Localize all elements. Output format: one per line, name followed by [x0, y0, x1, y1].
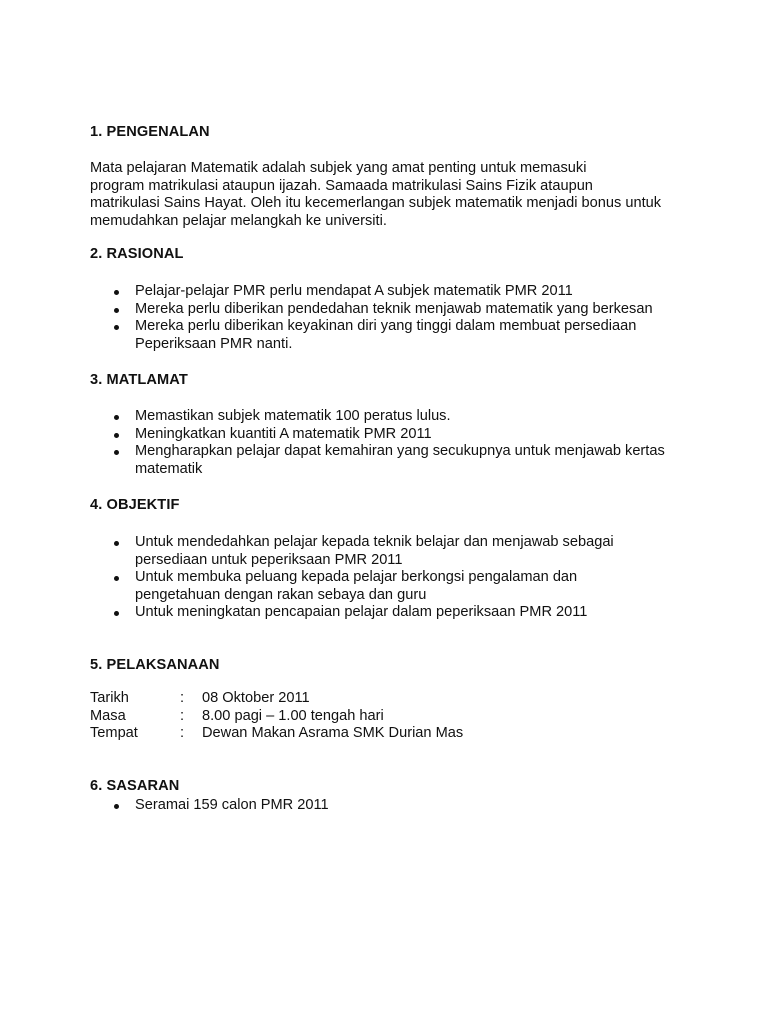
heading-pelaksanaan: 5. PELAKSANAAN: [90, 657, 220, 673]
bullet-icon: [114, 576, 119, 581]
list-item: [90, 426, 665, 444]
list-item: [90, 443, 665, 478]
bullet-icon: [114, 541, 119, 546]
list-item: [90, 318, 653, 353]
details-separator: :: [180, 725, 185, 742]
list-sasaran: [90, 797, 329, 815]
list-rasional: [90, 283, 653, 353]
details-label: Tarikh: [90, 690, 129, 706]
list-item-text: Mereka perlu diberikan pendedahan teknik menjawab matematik yang berkesan: [135, 300, 653, 317]
list-item-text: Pelajar-pelajar PMR perlu mendapat A subjek matematik PMR 2011: [135, 283, 573, 299]
bullet-icon: [114, 415, 119, 420]
list-item: [90, 534, 614, 569]
details-value: Dewan Makan Asrama SMK Durian Mas: [202, 725, 464, 742]
paragraph-pengenalan: Mata pelajaran Matematik adalah subjek yang amat penting untuk memasuki program matrikulasi ataupun ijazah. Samaada matrikulasi Sains Fizik ataupun matrikulasi Sains Hayat. Oleh itu kecemerlangan subjek matematik menjadi bonus untuk memudahkan pelajar melangkah ke universiti.: [90, 160, 662, 229]
heading-pengenalan: 1. PENGENALAN: [90, 124, 210, 140]
heading-objektif: 4. OBJEKTIF: [90, 497, 180, 513]
bullet-icon: [114, 433, 119, 438]
details-separator: :: [180, 690, 185, 706]
list-item: [90, 569, 614, 604]
list-item: [90, 408, 665, 426]
bullet-icon: [114, 611, 119, 616]
bullet-icon: [114, 804, 119, 809]
list-item-text: Meningkatkan kuantiti A matematik PMR 2011: [135, 425, 432, 442]
list-item-text: Untuk mendedahkan pelajar kepada teknik belajar dan menjawab sebagai persediaan untuk peperiksaan PMR 2011: [135, 534, 614, 568]
heading-matlamat: 3. MATLAMAT: [90, 372, 188, 388]
list-item-text: Memastikan subjek matematik 100 peratus lulus.: [135, 408, 451, 424]
bullet-icon: [114, 308, 119, 313]
bullet-icon: [114, 450, 119, 455]
list-item-text: Seramai 159 calon PMR 2011: [135, 797, 329, 813]
bullet-icon: [114, 290, 119, 295]
list-item: [90, 283, 653, 301]
list-item-text: Untuk membuka peluang kepada pelajar berkongsi pengalaman dan pengetahuan dengan rakan sebaya dan guru: [135, 569, 578, 603]
heading-sasaran: 6. SASARAN: [90, 778, 180, 794]
list-objektif: [90, 534, 614, 622]
details-separator: :: [180, 707, 185, 724]
details-label: Masa: [90, 707, 126, 724]
bullet-icon: [114, 325, 119, 330]
details-label: Tempat: [90, 725, 138, 742]
list-item-text: Mereka perlu diberikan keyakinan diri yang tinggi dalam membuat persediaan Peperiksaan PMR nanti.: [135, 318, 637, 352]
list-item: [90, 301, 653, 319]
list-item-text: Untuk meningkatan pencapaian pelajar dalam peperiksaan PMR 2011: [135, 604, 588, 620]
details-value: 8.00 pagi – 1.00 tengah hari: [202, 707, 384, 724]
heading-rasional: 2. RASIONAL: [90, 246, 184, 262]
list-item: [90, 797, 329, 815]
list-item-text: Mengharapkan pelajar dapat kemahiran yang secukupnya untuk menjawab kertas matematik: [135, 443, 665, 477]
list-matlamat: [90, 408, 665, 478]
list-item: [90, 604, 614, 622]
details-value: 08 Oktober 2011: [202, 690, 310, 706]
